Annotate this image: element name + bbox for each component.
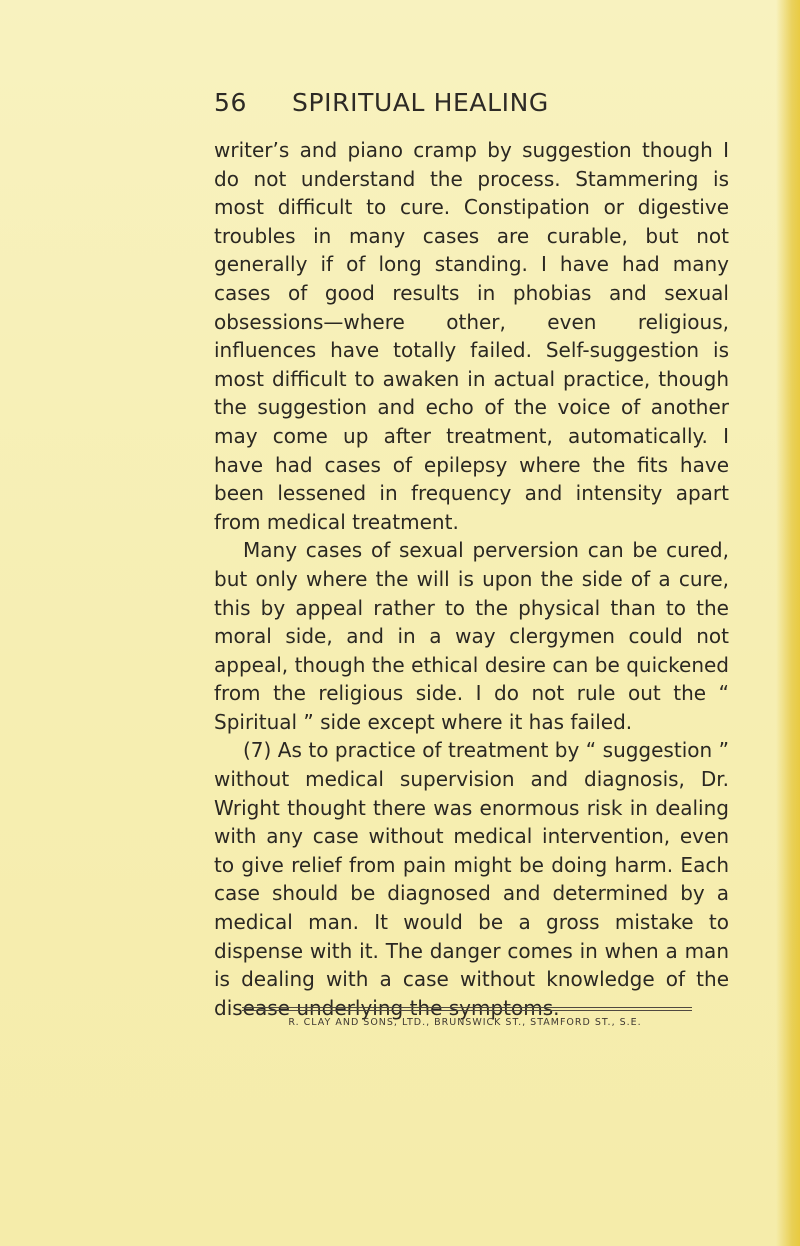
running-title: SPIRITUAL HEALING: [292, 87, 549, 117]
footer-rule: [242, 1007, 692, 1011]
page-number: 56: [214, 87, 248, 117]
body-text: [214, 136, 729, 1022]
paragraph-3: (7) As to practice of treatment by “ suggestion ” without medical supervision and diagnosis, Dr. Wright thought there was enormous risk in dealing with any case without medical intervention, even to give relief from pain might be doing harm. Each case should be diagnosed and determined by a medical man. It would be a gross mistake to dispense with it. The danger comes in when a man is dealing with a case without knowledge of the disease underlying the symptoms.: [214, 738, 729, 1020]
printer-imprint: R. CLAY AND SONS, LTD., BRUNSWICK ST., STAMFORD ST., S.E.: [288, 1017, 642, 1028]
paragraph-1: writer’s and piano cramp by suggestion though I do not understand the process. Stammering is most difficult to cure. Constipation or digestive troubles in many cases are curable, but not generally if of long standing. I have had many cases of good results in phobias and sexual obsessions—where other, even religious, influences have totally failed. Self-suggestion is most difficult to awaken in actual practice, though the suggestion and echo of the voice of another may come up after treatment, automatically. I have had cases of epilepsy where the fits have been lessened in frequency and intensity apart from medical treatment.: [214, 138, 729, 534]
page-header: [214, 78, 634, 126]
paragraph-2: Many cases of sexual perversion can be cured, but only where the will is upon the side of a cure, this by appeal rather to the physical than to the moral side, and in a way clergymen could not appeal, though the ethical desire can be quickened from the religious side. I do not rule out the “ Spiritual ” side except where it has failed.: [214, 538, 729, 734]
